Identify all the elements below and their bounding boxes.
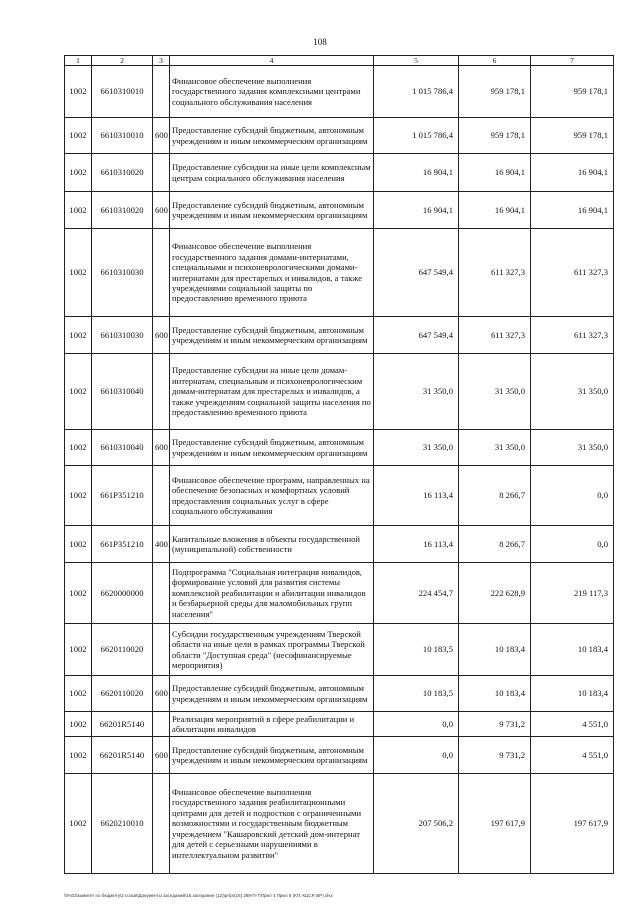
column-header: 2	[92, 56, 153, 66]
amount-year1-cell: 31 350,0	[374, 354, 459, 430]
column-header: 5	[374, 56, 459, 66]
amount-year2-cell: 10 183,4	[459, 624, 531, 676]
file-path-footer: \\Fs02\комитет по бюджету\2 созыв\Документы заседаний\16 заседание (12)\pr\pr(16) 289-П-7\Прил 4 Прил 8 (КП, КЦСР, ВР).xlsx	[64, 893, 333, 898]
item-name-cell: Финансовое обеспечение выполнения государственного задания домами-интернатами, специальными и психоневрологическими домами-интернатами для престарелых и инвалидов, а также учреждениями социальной защиты по предоставлению временного приюта	[170, 229, 374, 317]
expense-type-code-cell	[153, 229, 170, 317]
expense-type-code-cell	[153, 624, 170, 676]
amount-year1-cell: 647 549,4	[374, 317, 459, 354]
expense-type-code-cell	[153, 774, 170, 874]
target-article-code-cell: 6610310010	[92, 118, 153, 154]
section-code-cell: 1002	[65, 526, 92, 563]
amount-year1-cell: 10 183,5	[374, 676, 459, 712]
target-article-code-cell: 6610310040	[92, 354, 153, 430]
item-name-cell: Предоставление субсидии на иные цели комплексным центрам социального обслуживания населения	[170, 154, 374, 192]
expense-type-code-cell: 600	[153, 192, 170, 229]
item-name-cell: Предоставление субсидий бюджетным, автономным учреждениям и иным некоммерческим организациям	[170, 192, 374, 229]
amount-year2-cell: 959 178,1	[459, 66, 531, 118]
amount-year3-cell: 16 904,1	[531, 154, 614, 192]
target-article-code-cell: 6620000000	[92, 563, 153, 624]
item-name-cell: Финансовое обеспечение программ, направленных на обеспечение безопасных и комфортных условий предоставления социальных услуг в сфере социального обслуживания	[170, 466, 374, 526]
target-article-code-cell: 6610310030	[92, 317, 153, 354]
amount-year3-cell: 197 617,9	[531, 774, 614, 874]
section-code-cell: 1002	[65, 192, 92, 229]
amount-year3-cell: 0,0	[531, 526, 614, 563]
table-row	[65, 229, 614, 317]
target-article-code-cell: 6610310040	[92, 430, 153, 466]
section-code-cell: 1002	[65, 354, 92, 430]
item-name-cell: Предоставление субсидии на иные цели домам-интернатам, специальным и психоневрологическим домам-интернатам для престарелых и инвалидов, а также учреждениям социальной защиты населения по предоставлению временного приюта	[170, 354, 374, 430]
item-name-cell: Капитальные вложения в объекты государственной (муниципальной) собственности	[170, 526, 374, 563]
table-row	[65, 624, 614, 676]
table-row	[65, 526, 614, 563]
budget-table	[64, 55, 614, 874]
table-row	[65, 154, 614, 192]
amount-year3-cell: 31 350,0	[531, 354, 614, 430]
amount-year1-cell: 31 350,0	[374, 430, 459, 466]
expense-type-code-cell	[153, 354, 170, 430]
table-row	[65, 66, 614, 118]
amount-year3-cell: 4 551,0	[531, 712, 614, 737]
table-row	[65, 563, 614, 624]
section-code-cell: 1002	[65, 466, 92, 526]
table-row	[65, 774, 614, 874]
amount-year2-cell: 31 350,0	[459, 354, 531, 430]
section-code-cell: 1002	[65, 676, 92, 712]
target-article-code-cell: 6610310020	[92, 154, 153, 192]
amount-year2-cell: 31 350,0	[459, 430, 531, 466]
section-code-cell: 1002	[65, 712, 92, 737]
section-code-cell: 1002	[65, 317, 92, 354]
amount-year2-cell: 9 731,2	[459, 712, 531, 737]
amount-year3-cell: 16 904,1	[531, 192, 614, 229]
amount-year1-cell: 16 113,4	[374, 526, 459, 563]
amount-year1-cell: 207 506,2	[374, 774, 459, 874]
amount-year2-cell: 959 178,1	[459, 118, 531, 154]
item-name-cell: Предоставление субсидий бюджетным, автономным учреждениям и иным некоммерческим организациям	[170, 676, 374, 712]
section-code-cell: 1002	[65, 118, 92, 154]
amount-year2-cell: 222 628,9	[459, 563, 531, 624]
expense-type-code-cell: 600	[153, 118, 170, 154]
amount-year1-cell: 16 904,1	[374, 192, 459, 229]
column-header: 7	[531, 56, 614, 66]
amount-year3-cell: 10 183,4	[531, 624, 614, 676]
item-name-cell: Реализация мероприятий в сфере реабилитации и абилитации инвалидов	[170, 712, 374, 737]
amount-year2-cell: 197 617,9	[459, 774, 531, 874]
amount-year1-cell: 647 549,4	[374, 229, 459, 317]
table-row	[65, 676, 614, 712]
amount-year1-cell: 1 015 786,4	[374, 66, 459, 118]
target-article-code-cell: 661P351210	[92, 466, 153, 526]
amount-year2-cell: 8 266,7	[459, 526, 531, 563]
amount-year2-cell: 10 183,4	[459, 676, 531, 712]
item-name-cell: Предоставление субсидий бюджетным, автономным учреждениям и иным некоммерческим организациям	[170, 317, 374, 354]
amount-year3-cell: 959 178,1	[531, 118, 614, 154]
item-name-cell: Предоставление субсидий бюджетным, автономным учреждениям и иным некоммерческим организациям	[170, 118, 374, 154]
column-header: 3	[153, 56, 170, 66]
amount-year2-cell: 16 904,1	[459, 192, 531, 229]
target-article-code-cell: 6620110020	[92, 676, 153, 712]
table-row	[65, 430, 614, 466]
target-article-code-cell: 66201R5140	[92, 712, 153, 737]
column-header: 1	[65, 56, 92, 66]
amount-year2-cell: 9 731,2	[459, 737, 531, 774]
item-name-cell: Предоставление субсидий бюджетным, автономным учреждениям и иным некоммерческим организациям	[170, 430, 374, 466]
target-article-code-cell: 6620210010	[92, 774, 153, 874]
amount-year3-cell: 611 327,3	[531, 317, 614, 354]
amount-year1-cell: 16 904,1	[374, 154, 459, 192]
amount-year3-cell: 219 117,3	[531, 563, 614, 624]
table-row	[65, 192, 614, 229]
item-name-cell: Субсидии государственным учреждениям Тверской области на иные цели в рамках программы Тверской области "Доступная среда" (несофинансируемые мероприятия)	[170, 624, 374, 676]
amount-year1-cell: 0,0	[374, 712, 459, 737]
amount-year1-cell: 0,0	[374, 737, 459, 774]
section-code-cell: 1002	[65, 66, 92, 118]
amount-year1-cell: 10 183,5	[374, 624, 459, 676]
amount-year3-cell: 31 350,0	[531, 430, 614, 466]
target-article-code-cell: 6610310010	[92, 66, 153, 118]
amount-year3-cell: 611 327,3	[531, 229, 614, 317]
item-name-cell: Предоставление субсидий бюджетным, автономным учреждениям и иным некоммерческим организациям	[170, 737, 374, 774]
expense-type-code-cell: 600	[153, 676, 170, 712]
column-header: 6	[459, 56, 531, 66]
amount-year2-cell: 611 327,3	[459, 229, 531, 317]
target-article-code-cell: 6620110020	[92, 624, 153, 676]
target-article-code-cell: 661P351210	[92, 526, 153, 563]
item-name-cell: Финансовое обеспечение выполнения государственного задания реабилитационными центрами для детей и подростков с ограниченными возможностями и государственным бюджетным учреждением "Кашаровский детский дом-интернат для детей с серьезными нарушениями в интеллектуальном развитии"	[170, 774, 374, 874]
expense-type-code-cell	[153, 66, 170, 118]
item-name-cell: Финансовое обеспечение выполнения государственного задания комплексными центрами социального обслуживания населения	[170, 66, 374, 118]
amount-year1-cell: 1 015 786,4	[374, 118, 459, 154]
amount-year2-cell: 8 266,7	[459, 466, 531, 526]
item-name-cell: Подпрограмма "Социальная интеграция инвалидов, формирование условий для развития системы комплексной реабилитации и абилитации инвалидов и безбарьерной среды для маломобильных групп населения"	[170, 563, 374, 624]
table-row	[65, 118, 614, 154]
section-code-cell: 1002	[65, 229, 92, 317]
table-row	[65, 712, 614, 737]
table-row	[65, 737, 614, 774]
table-row	[65, 317, 614, 354]
table-row	[65, 354, 614, 430]
section-code-cell: 1002	[65, 624, 92, 676]
expense-type-code-cell	[153, 154, 170, 192]
column-header-row	[65, 56, 614, 66]
amount-year2-cell: 16 904,1	[459, 154, 531, 192]
expense-type-code-cell: 600	[153, 317, 170, 354]
amount-year3-cell: 959 178,1	[531, 66, 614, 118]
target-article-code-cell: 6610310020	[92, 192, 153, 229]
expense-type-code-cell	[153, 466, 170, 526]
amount-year1-cell: 16 113,4	[374, 466, 459, 526]
expense-type-code-cell: 600	[153, 430, 170, 466]
amount-year3-cell: 4 551,0	[531, 737, 614, 774]
amount-year3-cell: 10 183,4	[531, 676, 614, 712]
section-code-cell: 1002	[65, 737, 92, 774]
expense-type-code-cell: 400	[153, 526, 170, 563]
page-number: 108	[313, 37, 327, 47]
section-code-cell: 1002	[65, 774, 92, 874]
section-code-cell: 1002	[65, 430, 92, 466]
section-code-cell: 1002	[65, 154, 92, 192]
expense-type-code-cell	[153, 563, 170, 624]
table-row	[65, 466, 614, 526]
target-article-code-cell: 6610310030	[92, 229, 153, 317]
column-header: 4	[170, 56, 374, 66]
amount-year3-cell: 0,0	[531, 466, 614, 526]
target-article-code-cell: 66201R5140	[92, 737, 153, 774]
expense-type-code-cell: 600	[153, 737, 170, 774]
amount-year1-cell: 224 454,7	[374, 563, 459, 624]
section-code-cell: 1002	[65, 563, 92, 624]
expense-type-code-cell	[153, 712, 170, 737]
amount-year2-cell: 611 327,3	[459, 317, 531, 354]
